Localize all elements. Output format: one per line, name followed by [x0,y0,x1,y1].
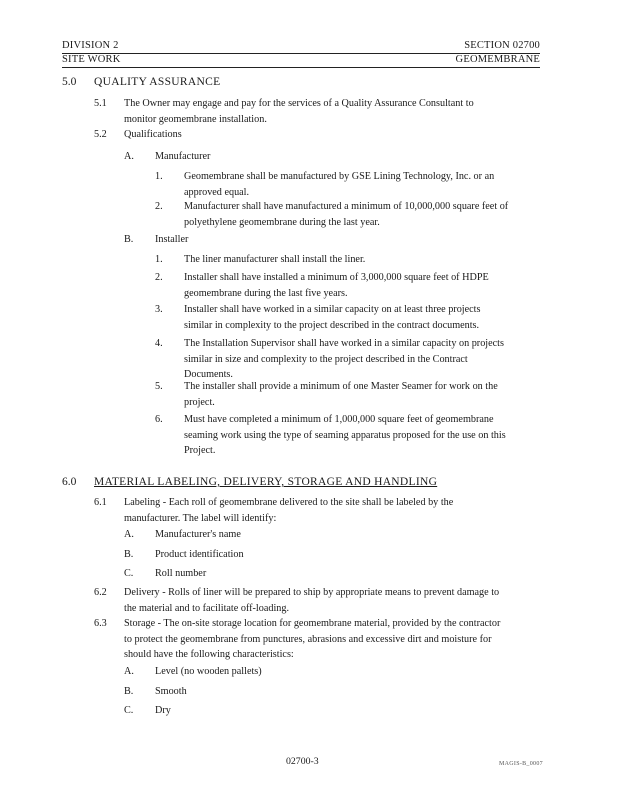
text-line: to protect the geomembrane from punctures, abrasions and excessive dirt and moisture for [124,633,492,645]
item-6-1-c-text: Roll number [155,568,207,579]
header-rule-bottom [62,67,540,68]
text-line: Geomembrane shall be manufactured by GSE Lining Technology, Inc. or an [184,171,495,182]
item-6-3-a-letter: A. [124,666,134,677]
text-line: Storage - The on-site storage location for geomembrane material, provided by the contractor [124,618,501,629]
subsection-6-2-number: 6.2 [94,587,107,598]
text-line: project. [184,396,215,408]
bates-stamp: MAGIS-B_0007 [499,761,543,767]
text-line: The installer shall provide a minimum of one Master Seamer for work on the [184,381,498,392]
item-6-1-a-letter: A. [124,529,134,540]
item-a2-text [184,199,540,230]
text-line: geomembrane during the last five years. [184,287,348,299]
text-line: similar in complexity to the project described in the contract documents. [184,319,480,331]
item-b2-number: 2. [155,272,163,283]
subsection-6-3-number: 6.3 [94,618,107,629]
header-geomembrane: GEOMEMBRANE [455,54,540,65]
item-b-title: Installer [155,234,189,245]
item-b5-number: 5. [155,381,163,392]
text-line: approved equal. [184,186,250,198]
text-line: Delivery - Rolls of liner will be prepared to ship by appropriate means to prevent damage to [124,587,500,598]
item-b5-text [184,379,540,410]
item-a-title: Manufacturer [155,151,211,162]
item-a2-number: 2. [155,201,163,212]
item-a-letter: A. [124,151,134,162]
item-6-3-c-letter: C. [124,705,134,716]
text-line: Installer shall have worked in a similar capacity on at least three projects [184,304,481,315]
subsection-5-1-text [124,96,540,127]
text-line: similar in size and complexity to the project described in the Contract [184,353,468,365]
item-b2-text [184,270,540,301]
item-6-3-c-text: Dry [155,705,171,716]
section-6-number: 6.0 [62,476,77,488]
section-5-number: 5.0 [62,76,77,88]
item-a1-text [184,169,540,200]
text-line: seaming work using the type of seaming apparatus proposed for the use on this [184,429,506,441]
item-b-letter: B. [124,234,134,245]
page-number: 02700-3 [286,756,319,767]
item-6-1-a-text: Manufacturer's name [155,529,241,540]
header-division: DIVISION 2 [62,40,119,51]
item-6-3-b-text: Smooth [155,686,187,697]
item-b4-number: 4. [155,338,163,349]
subsection-5-2-title: Qualifications [124,129,182,140]
text-line: Must have completed a minimum of 1,000,000 square feet of geomembrane [184,414,494,425]
text-line: should have the following characteristics: [124,649,294,660]
subsection-6-3-text [124,616,540,663]
subsection-6-2-text [124,585,540,616]
section-5-title: QUALITY ASSURANCE [94,76,221,88]
text-line: manufacturer. The label will identify: [124,512,277,524]
text-line: Manufacturer shall have manufactured a minimum of 10,000,000 square feet of [184,201,509,212]
item-b3-text [184,302,540,333]
section-6-title: MATERIAL LABELING, DELIVERY, STORAGE AND HANDLING [94,476,438,488]
item-6-3-b-letter: B. [124,686,134,697]
text-line: The liner manufacturer shall install the liner. [184,254,366,265]
subsection-5-2-number: 5.2 [94,129,107,140]
text-line: The Owner may engage and pay for the services of a Quality Assurance Consultant to [124,98,474,109]
text-line: Documents. [184,369,233,380]
text-line: monitor geomembrane installation. [124,113,267,125]
item-6-1-b-letter: B. [124,549,134,560]
text-line: The Installation Supervisor shall have worked in a similar capacity on projects [184,338,504,349]
item-b1-number: 1. [155,254,163,265]
subsection-6-1-text [124,495,540,526]
text-line: Project. [184,445,216,456]
item-b6-number: 6. [155,414,163,425]
text-line: the material and to facilitate off-loading. [124,602,290,614]
item-b3-number: 3. [155,304,163,315]
subsection-5-1-number: 5.1 [94,98,107,109]
text-line: polyethylene geomembrane during the last year. [184,216,380,228]
item-a1-number: 1. [155,171,163,182]
item-b4-text [184,336,540,383]
text-line: Installer shall have installed a minimum of 3,000,000 square feet of HDPE [184,272,489,283]
item-6-1-b-text: Product identification [155,549,244,560]
item-6-1-c-letter: C. [124,568,134,579]
item-6-3-a-text: Level (no wooden pallets) [155,666,262,677]
text-line: Labeling - Each roll of geomembrane delivered to the site shall be labeled by the [124,497,454,508]
header-section: SECTION 02700 [464,40,540,51]
item-b6-text [184,412,540,459]
header-site-work: SITE WORK [62,54,121,65]
subsection-6-1-number: 6.1 [94,497,107,508]
item-b1-text [184,252,540,268]
